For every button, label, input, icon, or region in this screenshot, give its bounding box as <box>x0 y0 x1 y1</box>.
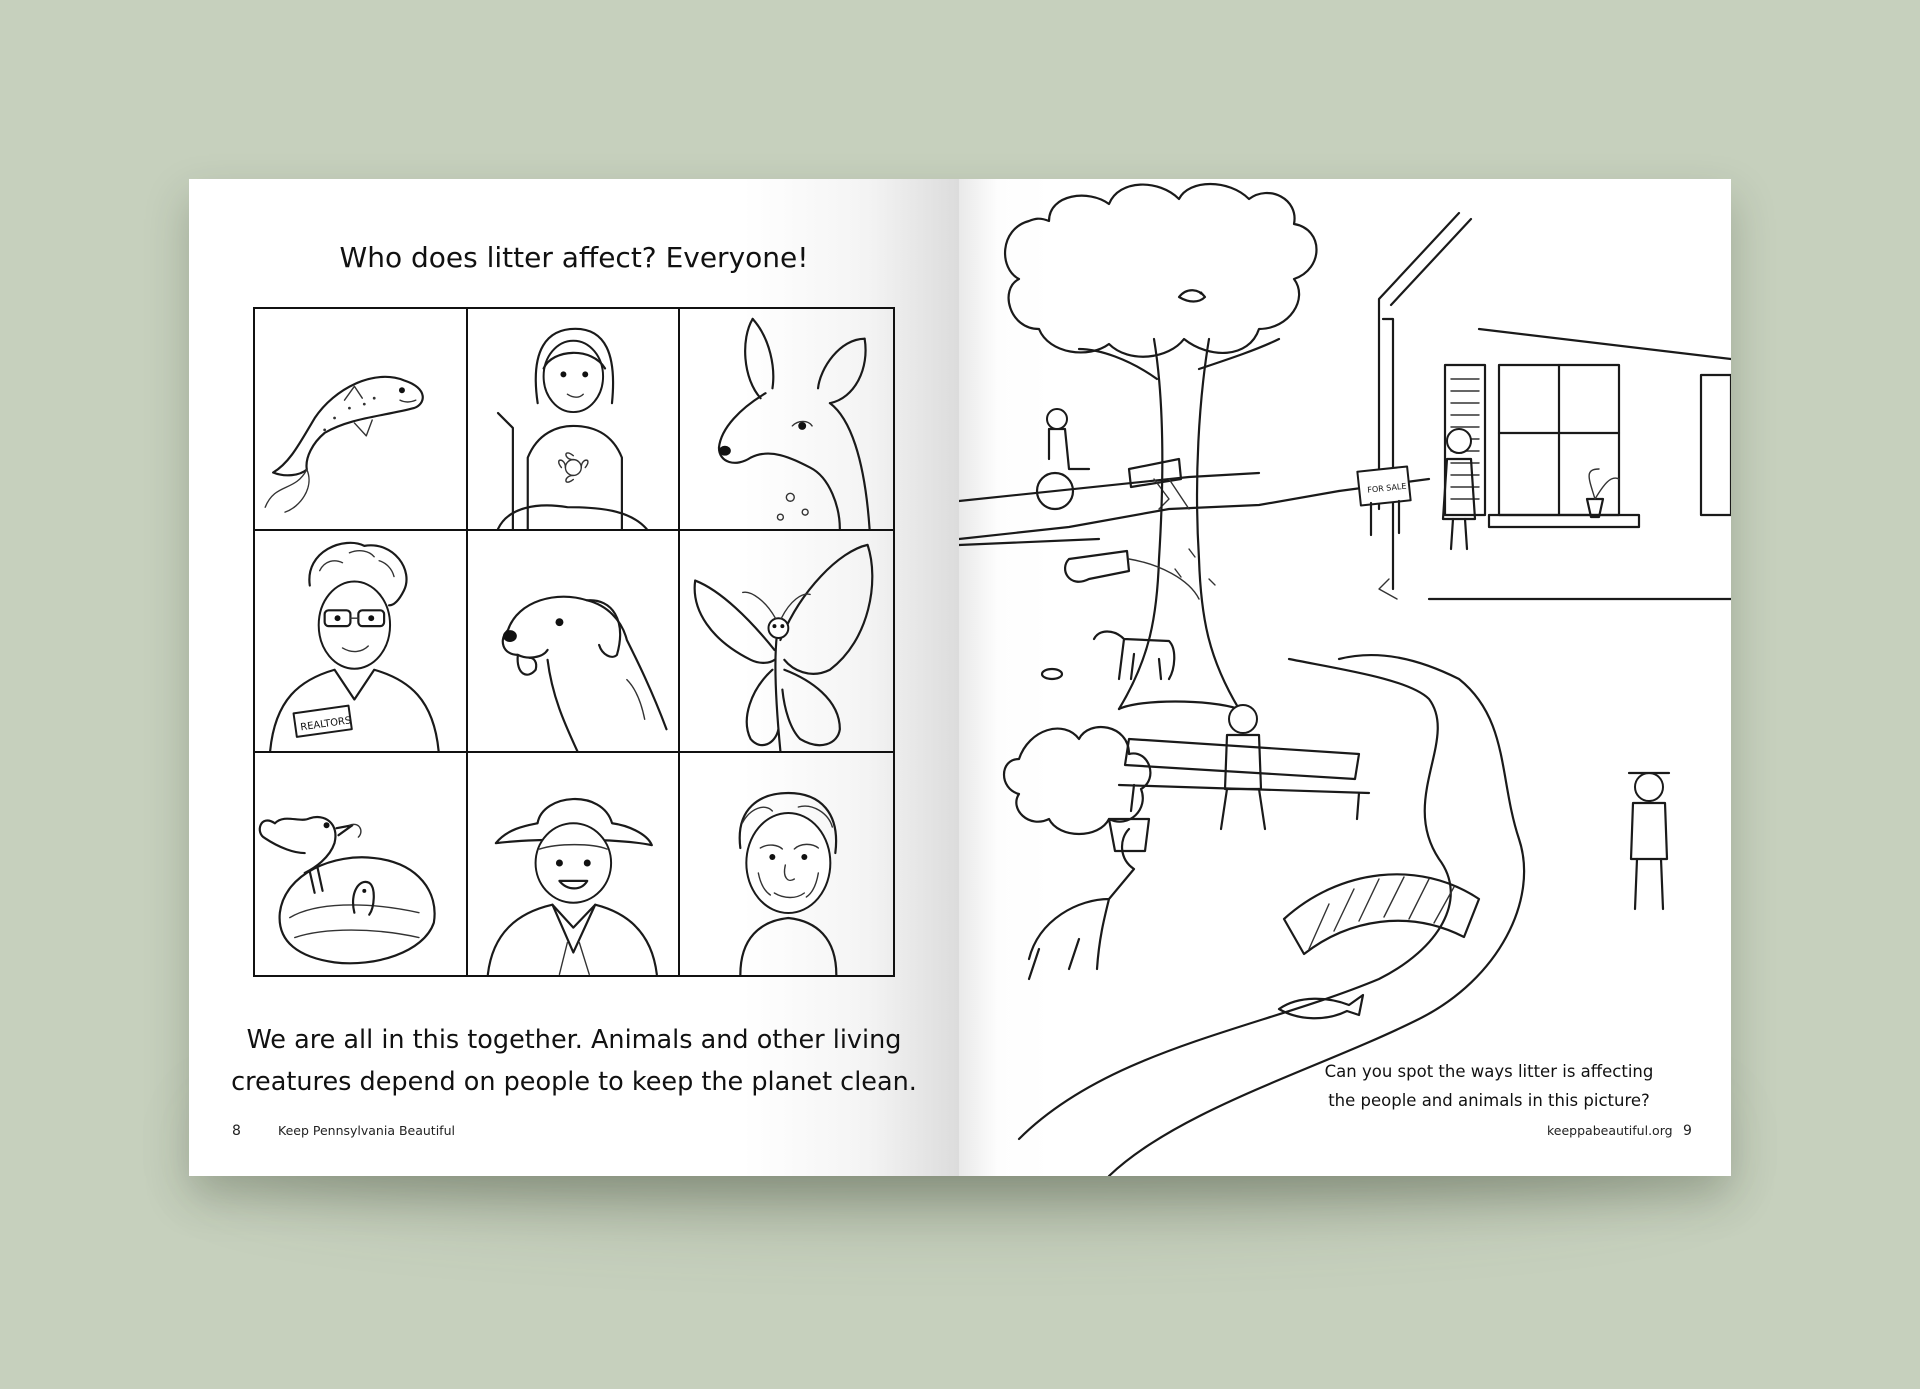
realtor-illustration <box>255 531 466 751</box>
cell-scout-boy <box>468 753 681 975</box>
cell-butterfly <box>680 531 893 753</box>
house <box>1379 213 1731 599</box>
woman-realtor <box>1443 429 1475 549</box>
cell-dog <box>468 531 681 753</box>
for-sale-sign-text: FOR SALE <box>1366 481 1407 495</box>
bottom-caption <box>189 1019 959 1103</box>
tree <box>1005 184 1316 709</box>
scene-fish <box>1279 995 1363 1018</box>
cell-deer <box>680 309 893 531</box>
scout-boy-illustration <box>468 753 679 975</box>
page-number-right: 9 <box>1683 1123 1692 1139</box>
bird-nest-illustration <box>255 753 466 975</box>
bird-on-branch <box>1179 290 1205 301</box>
realtor-card-text: REALTORS <box>299 715 352 734</box>
question-line-1: Can you spot the ways litter is affecting <box>1324 1062 1654 1081</box>
left-page <box>189 179 959 1176</box>
park-scene-illustration <box>959 179 1731 1176</box>
cell-bird-nest <box>255 753 468 975</box>
bench <box>1119 705 1369 829</box>
caption-line-2: creatures depend on people to keep the planet clean. <box>231 1067 917 1097</box>
dog-illustration <box>468 531 679 751</box>
caption-line-1: We are all in this together. Animals and other living <box>246 1025 902 1055</box>
page-title: Who does litter affect? Everyone! <box>339 241 809 274</box>
page-number-left: 8 <box>232 1123 241 1139</box>
litter <box>1065 549 1215 599</box>
cell-girl-wheelchair <box>468 309 681 531</box>
footer-website: keeppabeautiful.org <box>1547 1123 1673 1138</box>
cell-fish <box>255 309 468 531</box>
cell-realtor <box>255 531 468 753</box>
cell-elderly-man <box>680 753 893 975</box>
deer-illustration <box>680 309 893 529</box>
illustration-grid <box>253 307 895 977</box>
scene-dog <box>1042 632 1174 680</box>
street <box>959 466 1429 545</box>
wheelchair-person <box>1037 409 1189 509</box>
right-page <box>959 179 1731 1176</box>
book-spread <box>189 179 1731 1176</box>
scout-standing <box>1629 773 1669 909</box>
butterfly-illustration <box>680 531 893 751</box>
question-line-2: the people and animals in this picture? <box>1328 1091 1650 1110</box>
scene-deer <box>1029 819 1149 979</box>
question-text <box>1299 1057 1679 1115</box>
elderly-man-illustration <box>680 753 893 975</box>
footer-brand: Keep Pennsylvania Beautiful <box>278 1123 455 1138</box>
fish-illustration <box>255 309 466 529</box>
girl-wheelchair-illustration <box>468 309 679 529</box>
